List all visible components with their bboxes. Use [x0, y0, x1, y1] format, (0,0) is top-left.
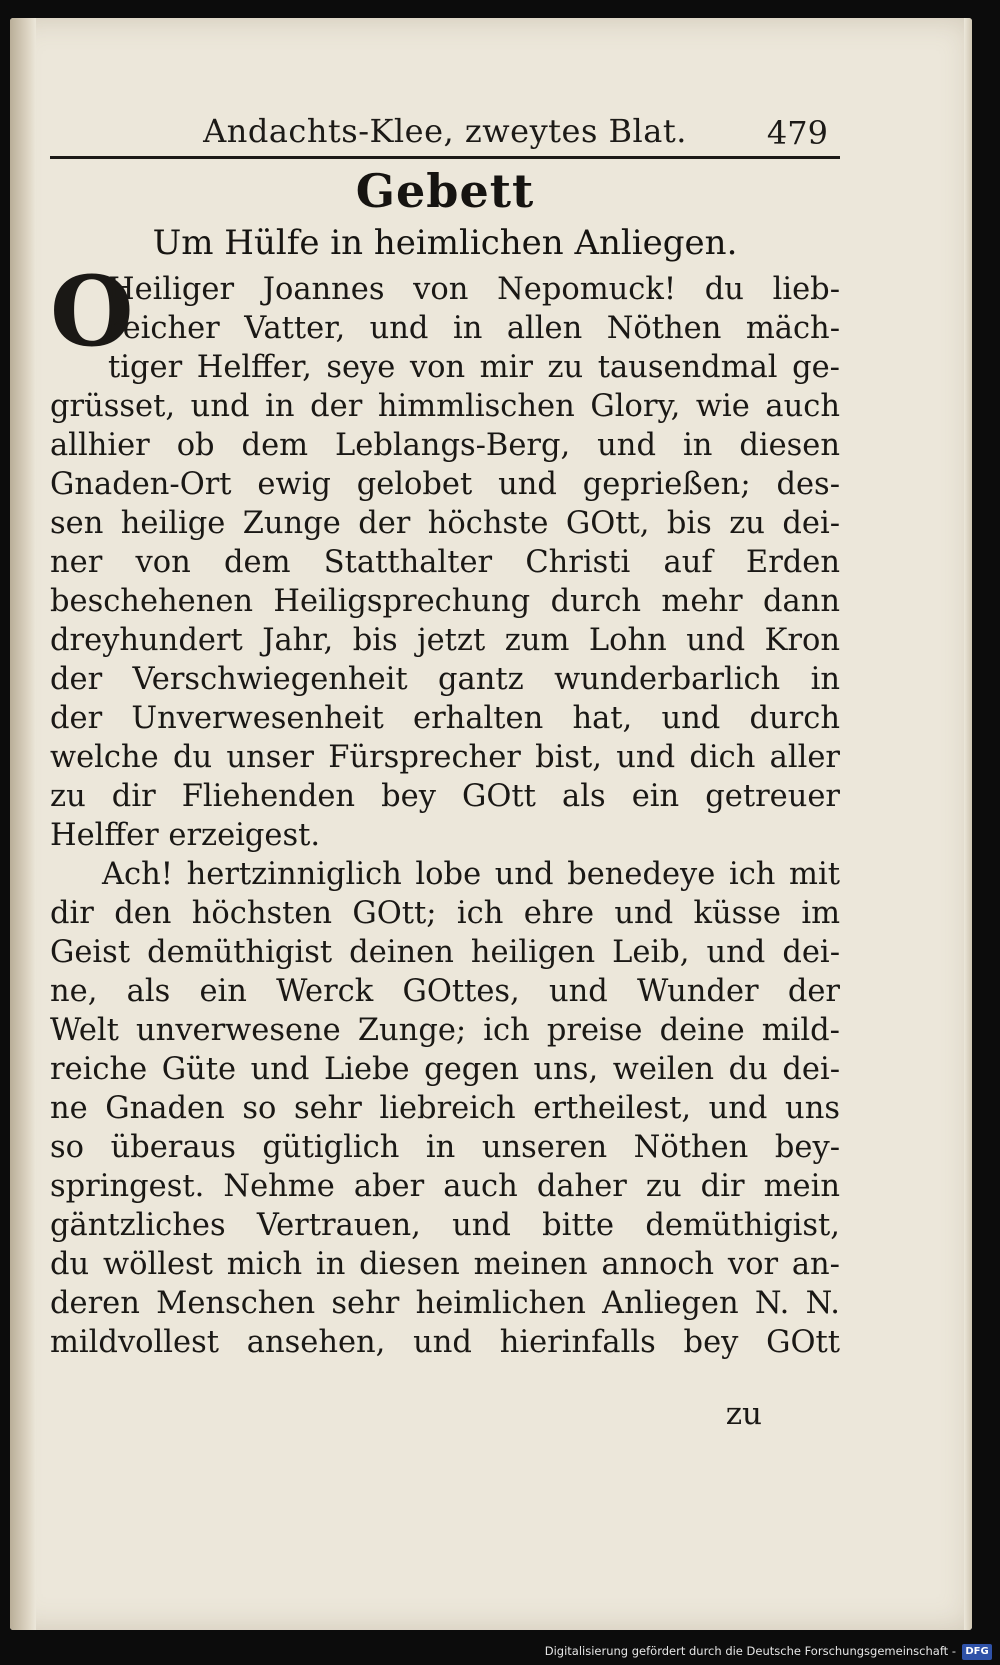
text-line: Gnaden-Ort ewig gelobet und geprießen; des-: [50, 467, 840, 502]
text-line: ne Gnaden so sehr liebreich ertheilest, und uns: [50, 1091, 840, 1126]
running-head: [50, 110, 840, 159]
text-line: dreyhundert Jahr, bis jetzt zum Lohn und Kron: [50, 623, 840, 658]
dfg-logo: DFG: [962, 1644, 992, 1660]
footer-credit: Digitalisierung gefördert durch die Deutsche Forschungsgemeinschaft -: [544, 1644, 956, 1658]
text-line: Helffer erzeigest.: [50, 818, 321, 853]
text-line: zu dir Fliehenden bey GOtt als ein getreuer: [50, 779, 840, 814]
text-line: dir den höchsten GOtt; ich ehre und küsse im: [50, 896, 840, 931]
drop-capital: O: [50, 255, 134, 368]
text-line: grüsset, und in der himmlischen Glory, wie auch: [50, 389, 840, 424]
prayer-body: [50, 255, 840, 1362]
text-line: du wöllest mich in diesen meinen annoch vor an-: [50, 1247, 840, 1282]
book-page: [10, 18, 972, 1630]
text-line: reiche Güte und Liebe gegen uns, weilen du dei-: [50, 1052, 840, 1087]
text-line: der Verschwiegenheit gantz wunderbarlich in: [50, 662, 840, 697]
page-edge: [964, 18, 972, 1630]
text-line: so überaus gütiglich in unseren Nöthen bey-: [50, 1130, 840, 1165]
text-line: ner von dem Statthalter Christi auf Erden: [50, 545, 840, 580]
text-line: allhier ob dem Leblangs-Berg, und in diesen: [50, 428, 840, 463]
prayer-subtitle: Um Hülfe in heimlichen Anliegen.: [152, 223, 738, 263]
text-line: der Unverwesenheit erhalten hat, und durch: [50, 701, 840, 736]
digitization-footer: [0, 1635, 1000, 1665]
text-line: deren Menschen sehr heimlichen Anliegen N. N.: [50, 1286, 840, 1321]
text-line: sen heilige Zunge der höchste GOtt, bis zu dei-: [50, 506, 840, 541]
text-line: mildvollest ansehen, und hierinfalls bey GOtt: [50, 1325, 840, 1360]
text-line: Geist demüthigist deinen heiligen Leib, und dei-: [50, 935, 840, 970]
text-line: O Heiliger Joannes von Nepomuck! du lieb-: [50, 255, 840, 368]
page-number: 479: [766, 114, 828, 152]
text-line: Welt unverwesene Zunge; ich preise deine mild-: [50, 1013, 840, 1048]
prayer-title: Gebett: [355, 164, 535, 218]
text-line: Ach! hertzinniglich lobe und benedeye ich mit: [102, 857, 840, 892]
page-gutter-shadow: [10, 18, 36, 1630]
text-line: reicher Vatter, und in allen Nöthen mäch-: [108, 311, 840, 346]
text-line: tiger Helffer, seye von mir zu tausendmal ge-: [108, 350, 840, 385]
running-head-title: Andachts-Klee, zweytes Blat.: [203, 112, 687, 150]
text-line: springest. Nehme aber auch daher zu dir mein: [50, 1169, 840, 1204]
text-line: ne, als ein Werck GOttes, und Wunder der: [50, 974, 840, 1009]
text-line: gäntzliches Vertrauen, und bitte demüthigist,: [50, 1208, 840, 1243]
text-line: welche du unser Fürsprecher bist, und dich aller: [50, 740, 840, 775]
text-line: beschehenen Heiligsprechung durch mehr dann: [50, 584, 840, 619]
catchword: zu: [725, 1396, 762, 1432]
